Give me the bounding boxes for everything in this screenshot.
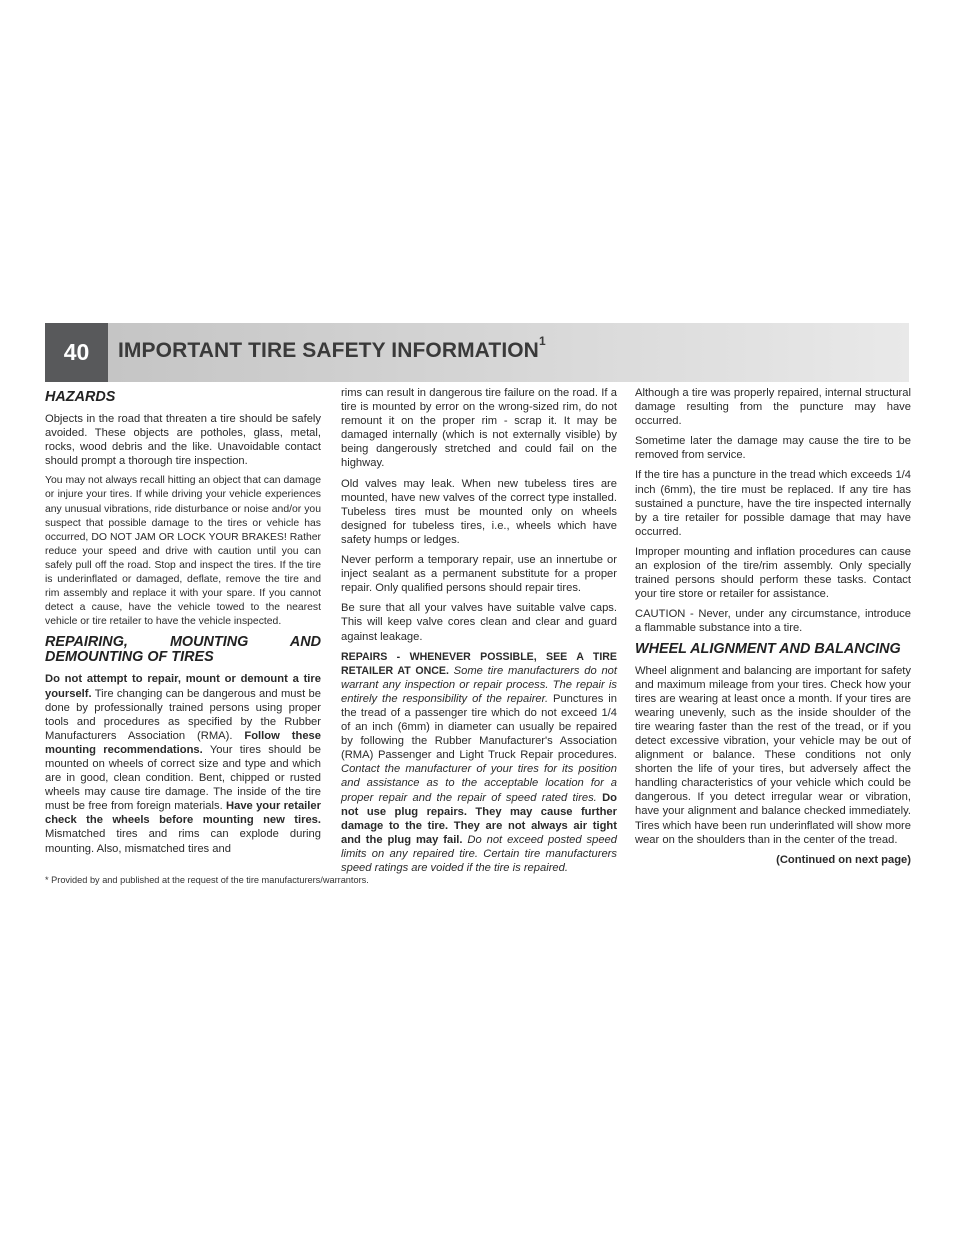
- column-1: [45, 386, 321, 862]
- page-title: [118, 334, 546, 363]
- repairs-lead: REPAIRS - WHENEVER POSSIBLE, SEE A TIRE RETAILER AT ONCE.: [341, 650, 617, 677]
- col3-paragraph-2: Sometime later the damage may cause the tire to be removed from service.: [635, 435, 911, 462]
- page-number: 40: [45, 323, 108, 382]
- repairing-text-3: Mismatched tires and rims can explode during mounting. Also, mismatched tires and: [45, 828, 321, 855]
- repairing-paragraph: [45, 672, 321, 855]
- col2-paragraph-3: Never perform a temporary repair, use an innertube or inject sealant as a permanent substitute for a proper repair. Only qualified persons should repair tires.: [341, 554, 617, 595]
- column-2: [341, 386, 617, 881]
- repairing-text-1: Tire changing can be dangerous and must be done by professionally trained persons using proper tools and procedures as specified by the Rubber Manufacturers Association (RMA).: [45, 687, 321, 742]
- repairing-text-2: Your tires should be mounted on wheels of correct size and type and which are in good, clean condition. Bent, chipped or rusted wheels may cause tire damage. The inside of the tire must be free from foreign materials.: [45, 743, 321, 813]
- col3-paragraph-3: If the tire has a puncture in the tread which exceeds 1/4 inch (6mm), the tire must be replaced. If any tire has sustained a puncture, have the tire inspected internally by a tire retailer for possible damage that may have occurred.: [635, 469, 911, 538]
- repairing-heading: REPAIRING, MOUNTING AND DEMOUNTING OF TIRES: [45, 634, 321, 666]
- repairing-bold-1: Do not attempt to repair, mount or demount a tire yourself.: [45, 673, 321, 700]
- col2-paragraph-2: Old valves may leak. When new tubeless tires are mounted, have new valves of the correct type installed. Tubeless tires must be mounted only on wheels designed for tubeless tires, i.e., wheels which have safety humps or ledges.: [341, 477, 617, 546]
- hazards-paragraph-1: Objects in the road that threaten a tire should be safely avoided. These objects are potholes, glass, metal, rocks, wood debris and the like. Unavoidable contact should prompt a thorough tire inspection.: [45, 413, 321, 468]
- col3-paragraph-4: Improper mounting and inflation procedures can cause an explosion of the tire/rim assembly. Only specially trained persons should perform these tasks. Contact your tire store or retailer for assistance.: [635, 545, 911, 601]
- repairing-bold-2: Follow these mounting recommendations.: [45, 729, 321, 756]
- column-3: [635, 386, 911, 867]
- continued-note: (Continued on next page): [776, 853, 911, 866]
- hazards-heading: HAZARDS: [45, 389, 116, 405]
- col2-paragraph-1: rims can result in dangerous tire failure on the road. If a tire is mounted by error on the wrong-sized rim, do not remount it on the proper rim - scrap it. It may be damaged internally (which is not externally visible) by being dangerously stretched and could fail on the highway.: [341, 387, 617, 470]
- hazards-paragraph-2: You may not always recall hitting an object that can damage or injure your tires. If while driving your vehicle experiences any unusual vibrations, ride disturbance or noise and/or you suspect that possible damage to the tires or vehicle has occurred, DO NOT JAM OR LOCK YOUR BRAKES! Rather reduce your speed and drive with caution until you can safely pull off the road. Stop and inspect the tires. If the tire is underinflated or damaged, deflate, remove the tire and rim assembly and replace it with your spare. If you cannot detect a cause, have the vehicle towed to the nearest vehicle or tire retailer to have the vehicle inspected.: [45, 475, 321, 628]
- repairs-paragraph: [341, 650, 617, 876]
- col2-paragraph-4: Be sure that all your valves have suitable valve caps. This will keep valve cores clean and clear and guard against leakage.: [341, 602, 617, 643]
- repairing-bold-3: Have your retailer check the wheels before mounting new tires.: [45, 800, 321, 827]
- wheel-alignment-paragraph: Wheel alignment and balancing are important for safety and maximum mileage from your tires. Check how your tires are wearing at least once a month. If your tires are wearing unevenly, such as the inside shoulder of the tire wearing faster than the rest of the tread, or if you detect excessive vibration, your vehicle may be out of alignment or balance. These conditions not only shorten the life of your tires, but adversely affect the handling characteristics of your vehicle which could be dangerous. If you detect irregular wear or vibration, have your alignment and balance checked immediately. Tires which have been run underinflated will show more wear on the shoulders than in the center of the tread.: [635, 664, 911, 846]
- repairs-italic-2: Contact the manufacturer of your tires for its position and assistance as to the acceptable location for a proper repair and the repair of speed rated tires.: [341, 763, 617, 804]
- page-title-text: IMPORTANT TIRE SAFETY INFORMATION: [118, 339, 539, 362]
- repairs-bold: Do not use plug repairs. They may cause further damage to the tire. They are not always air tight and the plug may fail.: [341, 791, 617, 846]
- col3-caution: CAUTION - Never, under any circumstance, introduce a flammable substance into a tire.: [635, 608, 911, 635]
- page-title-superscript: 1: [538, 334, 546, 348]
- wheel-alignment-heading: WHEEL ALIGNMENT AND BALANCING: [635, 640, 901, 657]
- footnote: * Provided by and published at the request of the tire manufacturers/warrantors.: [45, 875, 369, 885]
- repairs-text-1: Punctures in the tread of a passenger tire which do not exceed 1/4 of an inch (6mm) in diameter can usually be repaired by following the Rubber Manufacturer's Association (RMA) Passenger and Light Truck Repair procedures.: [341, 692, 618, 762]
- repairs-italic-1: Some tire manufacturers do not warrant any inspection or repair process. The repair is entirely the responsibility of the repairer.: [341, 664, 618, 705]
- col3-paragraph-1: Although a tire was properly repaired, internal structural damage resulting from the puncture may have occurred.: [635, 387, 911, 428]
- repairs-italic-3: Do not exceed posted speed limits on any repaired tire. Certain tire manufacturers speed ratings are voided if the tire is repaired.: [341, 833, 617, 874]
